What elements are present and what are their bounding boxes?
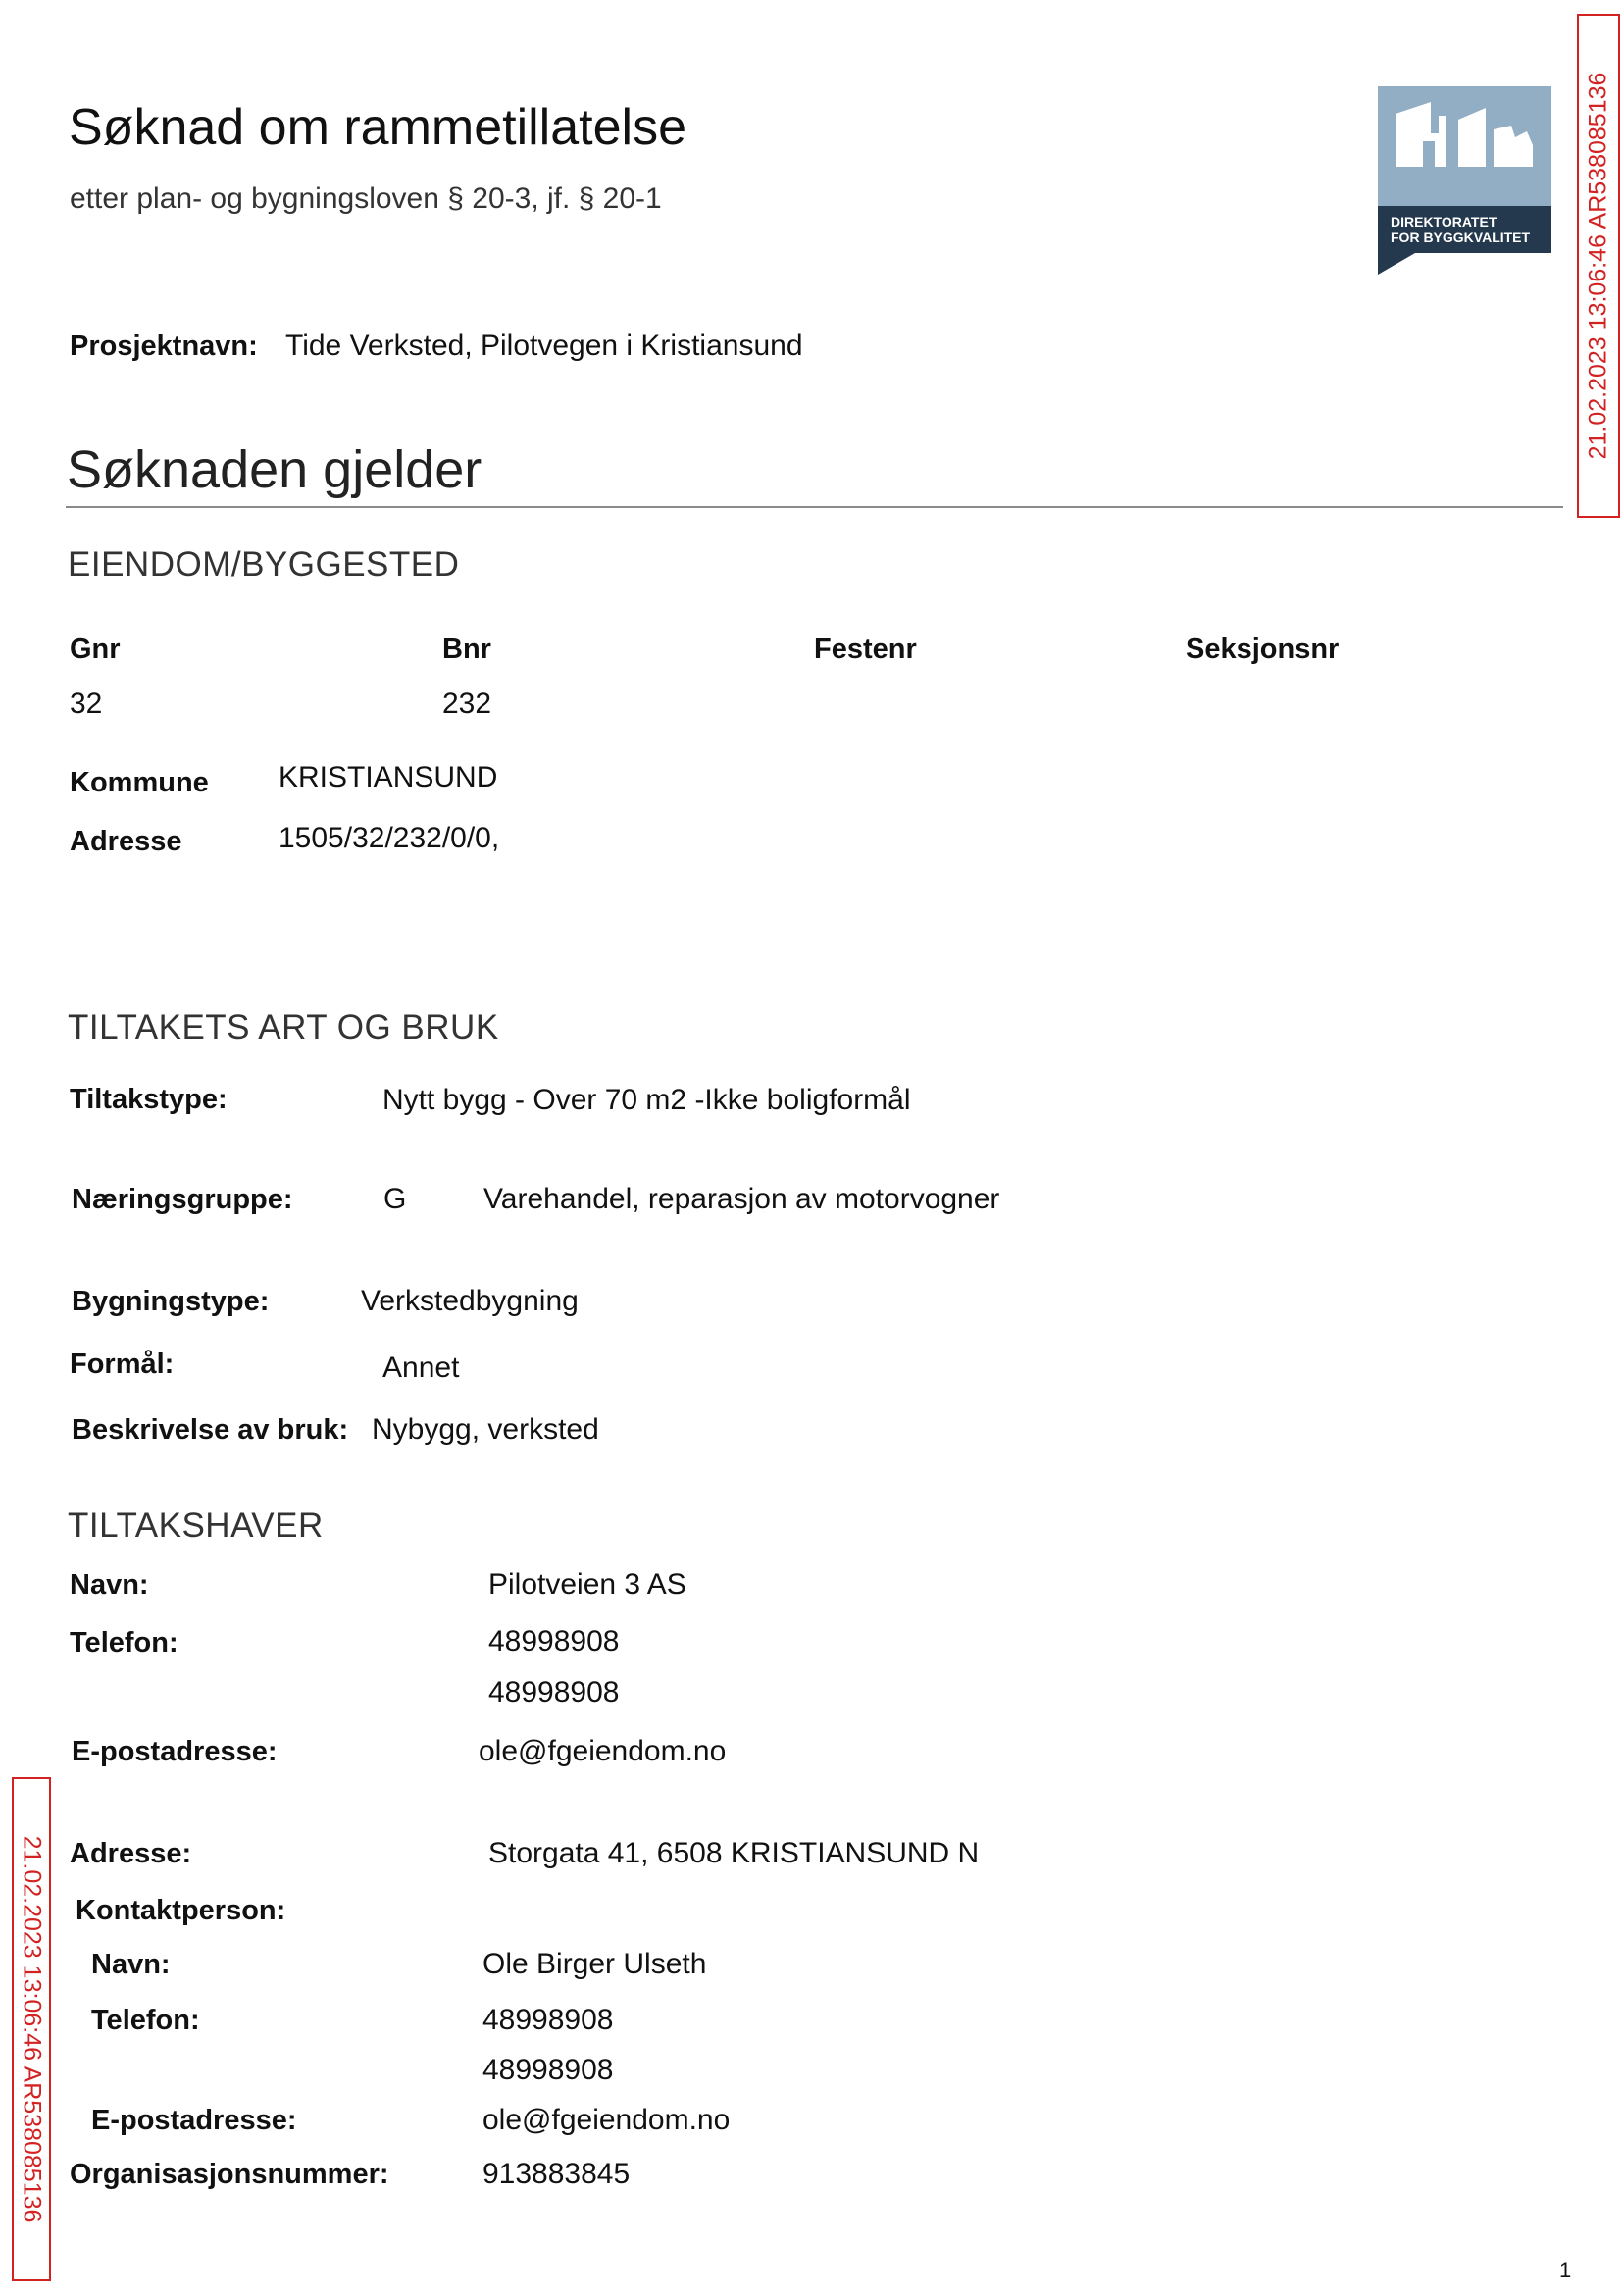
gnr-label: Gnr	[70, 634, 121, 665]
organisasjonsnummer-value: 913883845	[482, 2158, 631, 2190]
kontakt-epost-value: ole@fgeiendom.no	[482, 2104, 731, 2136]
bnr-value: 232	[442, 688, 492, 720]
formaal-label: Formål:	[70, 1349, 175, 1380]
kontakt-telefon-value-2: 48998908	[482, 2054, 614, 2086]
beskrivelse-label: Beskrivelse av bruk:	[72, 1414, 349, 1446]
document-subtitle: etter plan- og bygningsloven § 20-3, jf. § 20-1	[70, 182, 662, 215]
adresse-label: Adresse	[70, 826, 182, 857]
tiltakshaver-adresse-value: Storgata 41, 6508 KRISTIANSUND N	[488, 1837, 980, 1869]
tiltakshaver-navn-label: Navn:	[70, 1569, 149, 1601]
tiltakshaver-adresse-label: Adresse:	[70, 1838, 192, 1869]
logo-band	[1378, 206, 1551, 253]
adresse-value: 1505/32/232/0/0,	[279, 822, 500, 854]
tiltakstype-label: Tiltakstype:	[70, 1084, 228, 1115]
bygningstype-value: Verkstedbygning	[361, 1285, 579, 1317]
bnr-label: Bnr	[442, 634, 491, 665]
building-icon	[1378, 86, 1551, 206]
beskrivelse-value: Nybygg, verksted	[372, 1413, 599, 1446]
kontakt-navn-label: Navn:	[91, 1949, 171, 1980]
tiltakshaver-navn-value: Pilotveien 3 AS	[488, 1568, 686, 1601]
tiltakshaver-telefon-label: Telefon:	[70, 1627, 178, 1658]
stamp-text-bottom: 21.02.2023 13:06:46 AR538085136	[18, 1835, 46, 2223]
project-name-label: Prosjektnavn:	[70, 331, 258, 362]
page-number: 1	[1559, 2258, 1572, 2282]
section-heading: Søknaden gjelder	[67, 440, 482, 499]
section-divider	[66, 506, 1563, 508]
naeringsgruppe-code: G	[383, 1183, 407, 1215]
dibk-logo	[1378, 86, 1551, 253]
kontakt-telefon-label: Telefon:	[91, 2005, 200, 2036]
tiltak-heading: TILTAKETS ART OG BRUK	[68, 1008, 499, 1046]
kommune-label: Kommune	[70, 767, 209, 798]
tiltakstype-value: Nytt bygg - Over 70 m2 -Ikke boligformål	[382, 1084, 911, 1116]
naeringsgruppe-value: Varehandel, reparasjon av motorvogner	[483, 1183, 1000, 1215]
logo-tab	[1378, 253, 1415, 275]
tiltakshaver-telefon-value-2: 48998908	[488, 1676, 620, 1708]
logo-text-line1: DIREKTORATET	[1391, 214, 1497, 229]
bygningstype-label: Bygningstype:	[72, 1286, 270, 1317]
tiltakshaver-epost-label: E-postadresse:	[72, 1736, 278, 1767]
document-title: Søknad om rammetillatelse	[69, 99, 686, 156]
formaal-value: Annet	[382, 1351, 460, 1384]
tiltakshaver-epost-value: ole@fgeiendom.no	[479, 1735, 727, 1767]
kontakt-telefon-value-1: 48998908	[482, 2004, 614, 2036]
organisasjonsnummer-label: Organisasjonsnummer:	[70, 2159, 389, 2190]
timestamp-stamp-bottom	[12, 1777, 51, 2281]
festenr-label: Festenr	[814, 634, 917, 665]
kontaktperson-label: Kontaktperson:	[76, 1895, 286, 1926]
logo-text-line2: FOR BYGGKVALITET	[1391, 229, 1531, 245]
eiendom-heading: EIENDOM/BYGGESTED	[68, 545, 460, 584]
tiltakshaver-telefon-value-1: 48998908	[488, 1625, 620, 1657]
kontakt-navn-value: Ole Birger Ulseth	[482, 1948, 707, 1980]
kommune-value: KRISTIANSUND	[279, 761, 498, 793]
seksjonsnr-label: Seksjonsnr	[1186, 634, 1340, 665]
kontakt-epost-label: E-postadresse:	[91, 2105, 297, 2136]
stamp-text-top: 21.02.2023 13:06:46 AR538085136	[1584, 72, 1612, 460]
naeringsgruppe-label: Næringsgruppe:	[72, 1184, 293, 1215]
timestamp-stamp-top	[1577, 14, 1620, 518]
gnr-value: 32	[70, 688, 103, 720]
tiltakshaver-heading: TILTAKSHAVER	[68, 1506, 324, 1545]
project-name-value: Tide Verksted, Pilotvegen i Kristiansund	[285, 330, 803, 362]
